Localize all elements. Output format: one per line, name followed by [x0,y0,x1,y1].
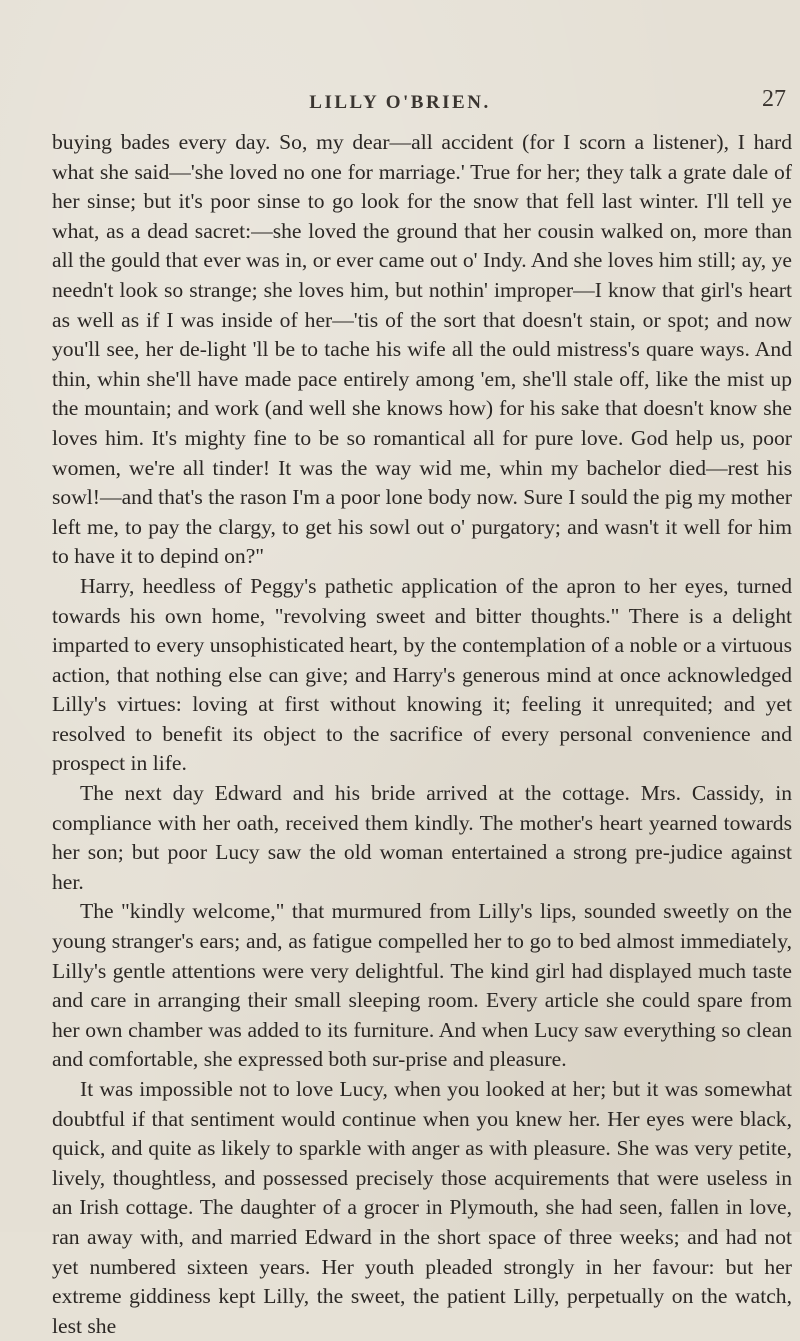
paragraph: Harry, heedless of Peggy's pathetic application of the apron to her eyes, turned towards his own home, "revolving sweet and bitter thoughts." There is a delight imparted to every unsophisticated heart, by the contemplation of a noble or a virtuous action, that nothing else can give; and Harry's generous mind at once acknowledged Lilly's virtues: loving at first without knowing it; feeling it unrequited; and yet resolved to benefit its object to the sacrifice of every personal convenience and prospect in life. [52,573,792,776]
page-header [0,86,800,132]
paragraph: It was impossible not to love Lucy, when you looked at her; but it was somewhat doubtful if that sentiment would continue when you knew her. Her eyes were black, quick, and quite as likely to sparkle with anger as with pleasure. She was very petite, lively, thoughtless, and possessed precisely those acquirements that were useless in an Irish cottage. The daughter of a grocer in Plymouth, she had seen, fallen in love, ran away with, and married Edward in the short space of three weeks; and had not yet numbered sixteen years. Her youth pleaded strongly in her favour: but her extreme giddiness kept Lilly, the sweet, the patient Lilly, perpetually on the watch, lest she [52,1077,792,1338]
running-head: LILLY O'BRIEN. [309,92,491,113]
paragraph: The next day Edward and his bride arrived at the cottage. Mrs. Cassidy, in compliance with her oath, received them kindly. The mother's heart yearned towards her son; but poor Lucy saw the old woman entertained a strong pre-judice against her. [52,781,792,894]
paragraph: buying bades every day. So, my dear—all accident (for I scorn a listener), I hard what she said—'she loved no one for marriage.' True for her; they talk a grate dale of her sinse; but it's poor sinse to go look for the snow that fell last winter. I'll tell ye what, as a dead sacret:—she loved the ground that her cousin walked on, more than all the gould that ever was in, or ever came out o' Indy. And she loves him still; ay, ye needn't look so strange; she loves him, but nothin' improper—I know that girl's heart as well as if I was inside of her—'tis of the sort that doesn't stain, or spot; and now you'll see, her de-light 'll be to tache his wife all the ould mistress's quare ways. And thin, whin she'll have made pace entirely among 'em, she'll stale off, like the mist up the mountain; and work (and well she knows how) for his sake that doesn't know she loves him. It's mighty fine to be so romantical all for pure love. God help us, poor women, we're all tinder! It was the way wid me, whin my bachelor died—rest his sowl!—and that's the rason I'm a poor lone body now. Sure I sould the pig my mother left me, to pay the clargy, to get his sowl out o' purgatory; and wasn't it well for him to have it to depind on?" [52,130,792,569]
paragraph: The "kindly welcome," that murmured from Lilly's lips, sounded sweetly on the young stranger's ears; and, as fatigue compelled her to go to bed almost immediately, Lilly's gentle attentions were very delightful. The kind girl had displayed much taste and care in arranging their small sleeping room. Every article she could spare from her own chamber was added to its furniture. And when Lucy saw everything so clean and comfortable, she expressed both sur-prise and pleasure. [52,899,792,1072]
body-text [52,128,792,1341]
page-number: 27 [762,86,786,112]
